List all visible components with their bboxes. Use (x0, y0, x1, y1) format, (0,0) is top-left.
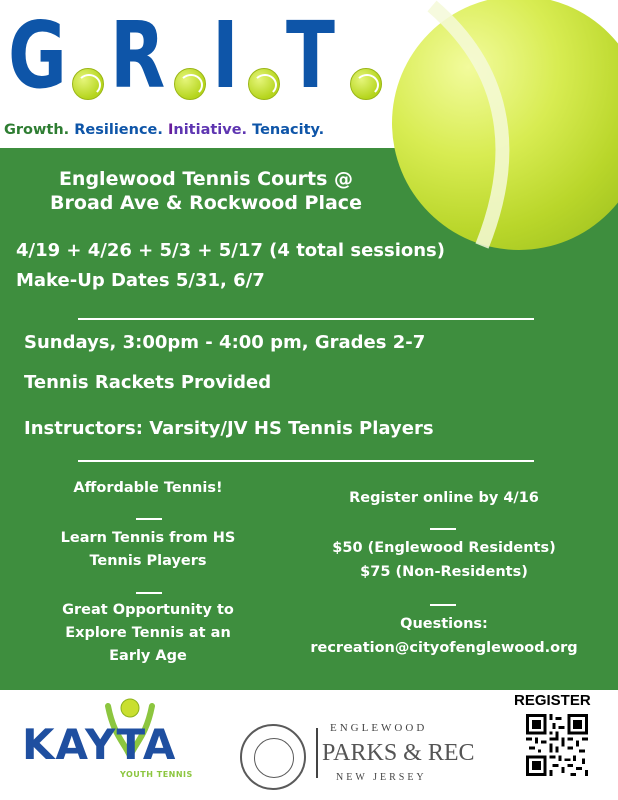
tennis-ball-icon (392, 0, 618, 250)
parks-city: ENGLEWOOD (330, 722, 428, 734)
schedule: Sundays, 3:00pm - 4:00 pm, Grades 2-7 (24, 332, 426, 353)
kayta-logo: KAYTA (22, 720, 177, 769)
green-panel (0, 148, 618, 690)
price-residents: $50 (Englewood Residents) (332, 540, 556, 556)
location-line-2: Broad Ave & Rockwood Place (50, 192, 362, 214)
logo-letter-i: I (212, 2, 238, 109)
tagline: Growth. Resilience. Initiative. Tenacity. (4, 122, 325, 138)
divider (316, 728, 318, 778)
benefit-affordable: Affordable Tennis! (73, 480, 223, 496)
questions-label: Questions: (400, 616, 488, 632)
tennis-ball-icon (350, 68, 382, 100)
logo-letter-g: G (8, 2, 66, 109)
tennis-ball-icon (72, 68, 104, 100)
divider (78, 460, 534, 462)
contact-email[interactable]: recreation@cityofenglewood.org (310, 640, 578, 656)
tennis-ball-icon (174, 68, 206, 100)
makeup-dates: Make-Up Dates 5/31, 6/7 (16, 270, 265, 291)
benefit-opportunity-line-1: Great Opportunity to (62, 602, 234, 618)
rackets-note: Tennis Rackets Provided (24, 372, 272, 393)
benefit-learn-line-2: Tennis Players (89, 553, 207, 569)
kayta-subtitle: YOUTH TENNIS (120, 770, 193, 779)
benefit-learn-line-1: Learn Tennis from HS (60, 530, 236, 546)
parks-logo-title: PARKS & REC (322, 740, 475, 766)
logo-letter-t: T (286, 2, 334, 109)
logo-letter-r: R (110, 2, 164, 109)
location-line-1: Englewood Tennis Courts @ (58, 168, 354, 190)
footer (0, 690, 618, 800)
parks-state: NEW JERSEY (336, 772, 427, 783)
englewood-seal-icon (240, 724, 306, 790)
divider (430, 528, 456, 530)
session-dates: 4/19 + 4/26 + 5/3 + 5/17 (4 total sessions) (16, 240, 445, 261)
divider (78, 318, 534, 320)
qr-code-icon[interactable] (526, 714, 588, 776)
register-label: REGISTER (514, 692, 591, 709)
divider (430, 604, 456, 606)
grit-logo (8, 2, 388, 109)
divider (136, 592, 162, 594)
divider (136, 518, 162, 520)
instructors-note: Instructors: Varsity/JV HS Tennis Players (24, 418, 434, 439)
benefit-opportunity-line-2: Explore Tennis at an (65, 625, 231, 641)
ball-seam (392, 0, 618, 250)
benefit-opportunity-line-3: Early Age (109, 648, 187, 664)
tennis-ball-icon (248, 68, 280, 100)
price-non-residents: $75 (Non-Residents) (360, 564, 528, 580)
register-deadline: Register online by 4/16 (349, 490, 539, 506)
